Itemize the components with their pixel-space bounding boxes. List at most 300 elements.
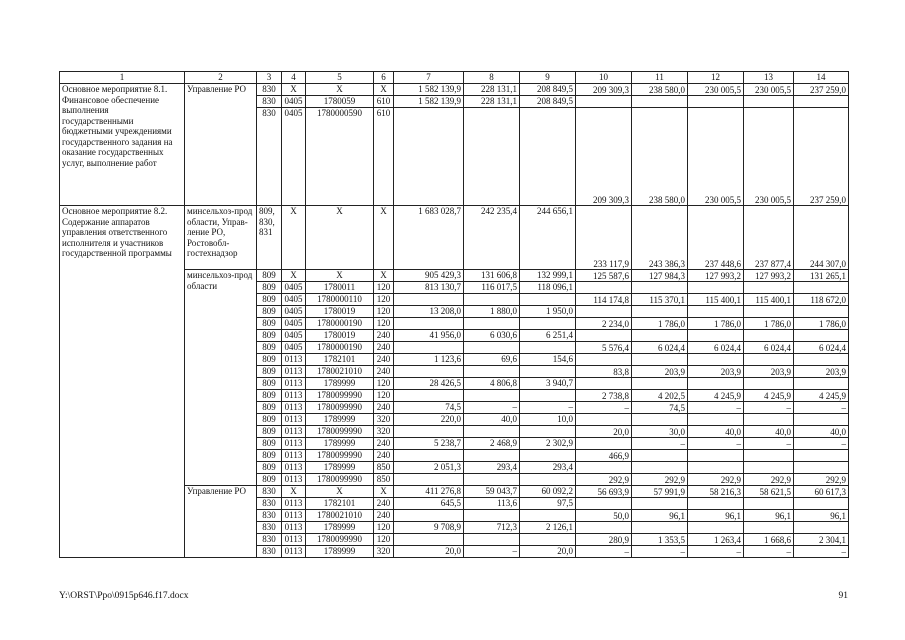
table-cell: 115 370,1 [632, 294, 688, 306]
table-cell: 0113 [282, 390, 306, 402]
table-cell: 40,0 [688, 426, 744, 438]
header-cell: 8 [464, 72, 520, 84]
table-cell: 1 786,0 [688, 318, 744, 330]
table-cell [744, 498, 794, 510]
table-cell [576, 498, 632, 510]
table-cell: 1780099990 [306, 474, 374, 486]
table-cell [520, 390, 576, 402]
measure-name-cell: Основное мероприятие 8.2. Содержание аппаратов управления ответственного исполнителя и участников государственной программы [60, 206, 185, 558]
table-cell: 237 448,6 [688, 206, 744, 270]
table-cell: 58 621,5 [744, 486, 794, 498]
table-cell: 96,1 [688, 510, 744, 522]
table-cell: 809 [257, 270, 282, 282]
table-cell: 230 005,5 [744, 108, 794, 206]
table-cell [576, 414, 632, 426]
table-cell: 830 [257, 108, 282, 206]
table-cell [632, 378, 688, 390]
table-cell: 4 245,9 [688, 390, 744, 402]
table-cell [688, 522, 744, 534]
table-cell: 1789999 [306, 462, 374, 474]
header-cell: 12 [688, 72, 744, 84]
table-cell: 0113 [282, 378, 306, 390]
table-cell: 74,5 [394, 402, 464, 414]
table-cell: 830 [257, 96, 282, 108]
table-cell: 120 [374, 294, 394, 306]
table-cell: 58 216,3 [688, 486, 744, 498]
table-cell: 830 [257, 534, 282, 546]
table-cell: 20,0 [576, 426, 632, 438]
table-cell: 1780000590 [306, 108, 374, 206]
table-cell [520, 510, 576, 522]
table-cell: 230 005,5 [688, 84, 744, 96]
table-cell: 809 [257, 342, 282, 354]
executor-cell: Управление РО [185, 486, 257, 558]
table-cell [520, 342, 576, 354]
table-cell [464, 474, 520, 486]
table-cell [744, 354, 794, 366]
table-cell: 74,5 [632, 402, 688, 414]
table-cell [744, 450, 794, 462]
table-cell: 230 005,5 [688, 108, 744, 206]
header-cell: 11 [632, 72, 688, 84]
footer-file-path: Y:\ORST\Ppo\0915p646.f17.docx [59, 591, 189, 601]
table-row [60, 84, 849, 96]
table-cell: 0113 [282, 546, 306, 558]
measure-name-cell: Основное мероприятие 8.1. Финансовое обеспечение выполнения государственными бюджетными учреждениями государственного задания на оказание государственных услуг, выполнение работ [60, 84, 185, 206]
table-cell: 293,4 [520, 462, 576, 474]
table-cell: Х [374, 270, 394, 282]
table-cell: 830 [257, 510, 282, 522]
table-cell: 115 400,1 [688, 294, 744, 306]
table-cell: 0113 [282, 426, 306, 438]
table-cell [744, 462, 794, 474]
budget-table [59, 71, 849, 558]
table-cell: 1780021010 [306, 366, 374, 378]
table-cell: 20,0 [520, 546, 576, 558]
table-cell [688, 306, 744, 318]
table-cell: 5 576,4 [576, 342, 632, 354]
table-cell: 0405 [282, 330, 306, 342]
table-cell: 209 309,3 [576, 108, 632, 206]
table-cell: 5 238,7 [394, 438, 464, 450]
table-cell [632, 306, 688, 318]
table-cell: 320 [374, 414, 394, 426]
table-cell: 1780059 [306, 96, 374, 108]
table-cell: 209 309,3 [576, 84, 632, 96]
table-cell [632, 96, 688, 108]
table-cell: 238 580,0 [632, 108, 688, 206]
table-cell: 60 617,3 [794, 486, 849, 498]
table-cell: 131 606,8 [464, 270, 520, 282]
table-cell [464, 510, 520, 522]
table-body [60, 72, 849, 558]
table-cell [794, 462, 849, 474]
table-cell: 13 208,0 [394, 306, 464, 318]
table-cell: 240 [374, 450, 394, 462]
table-cell [464, 318, 520, 330]
table-cell: 125 587,6 [576, 270, 632, 282]
table-cell: 240 [374, 510, 394, 522]
table-cell: 1780000110 [306, 294, 374, 306]
table-cell [394, 108, 464, 206]
table-cell: 809, 830, 831 [257, 206, 282, 270]
table-cell: 120 [374, 522, 394, 534]
table-cell: – [632, 438, 688, 450]
table-cell: 1780021010 [306, 510, 374, 522]
table-cell [576, 378, 632, 390]
table-cell: – [464, 546, 520, 558]
table-cell: 40,0 [744, 426, 794, 438]
table-cell: 6 024,4 [794, 342, 849, 354]
table-cell: 280,9 [576, 534, 632, 546]
table-cell: – [632, 546, 688, 558]
table-cell: 1 786,0 [794, 318, 849, 330]
table-cell [464, 390, 520, 402]
table-cell: 1 263,4 [688, 534, 744, 546]
table-cell: 0113 [282, 498, 306, 510]
table-cell: 10,0 [520, 414, 576, 426]
table-cell: 120 [374, 306, 394, 318]
table-cell: 2 051,3 [394, 462, 464, 474]
table-cell: – [794, 546, 849, 558]
table-cell: – [744, 438, 794, 450]
table-cell: 411 276,8 [394, 486, 464, 498]
table-cell [688, 330, 744, 342]
table-cell: 115 400,1 [744, 294, 794, 306]
table-cell [520, 450, 576, 462]
table-cell: 4 245,9 [744, 390, 794, 402]
table-cell: 809 [257, 414, 282, 426]
table-cell: – [744, 402, 794, 414]
table-cell: 97,5 [520, 498, 576, 510]
table-cell: 830 [257, 546, 282, 558]
table-cell: 1782101 [306, 354, 374, 366]
header-cell: 7 [394, 72, 464, 84]
table-cell: – [744, 546, 794, 558]
table-cell [520, 108, 576, 206]
table-cell: 0405 [282, 108, 306, 206]
table-cell: 96,1 [744, 510, 794, 522]
table-cell: – [576, 546, 632, 558]
table-cell: 9 708,9 [394, 522, 464, 534]
table-cell: Х [306, 84, 374, 96]
table-cell: – [794, 402, 849, 414]
table-cell: 809 [257, 378, 282, 390]
table-cell [576, 330, 632, 342]
table-cell: 0113 [282, 402, 306, 414]
table-cell [688, 282, 744, 294]
table-cell: 2 126,1 [520, 522, 576, 534]
table-cell: 1780099990 [306, 402, 374, 414]
table-cell: – [520, 402, 576, 414]
table-cell [520, 366, 576, 378]
table-cell: 1 683 028,7 [394, 206, 464, 270]
table-cell [794, 96, 849, 108]
table-cell: Х [282, 486, 306, 498]
table-cell: Х [374, 206, 394, 270]
table-cell: 1789999 [306, 546, 374, 558]
table-cell [794, 414, 849, 426]
table-cell: 6 030,6 [464, 330, 520, 342]
table-cell: 905 429,3 [394, 270, 464, 282]
table-cell: 120 [374, 534, 394, 546]
table-cell: 320 [374, 426, 394, 438]
table-cell [394, 390, 464, 402]
table-cell: 240 [374, 366, 394, 378]
table-cell: 238 580,0 [632, 84, 688, 96]
table-cell: 118 672,0 [794, 294, 849, 306]
table-cell: 809 [257, 438, 282, 450]
table-cell: 1 880,0 [464, 306, 520, 318]
table-cell: – [576, 402, 632, 414]
table-cell: 237 259,0 [794, 108, 849, 206]
table-cell [394, 366, 464, 378]
table-cell: 208 849,5 [520, 84, 576, 96]
table-cell: 242 235,4 [464, 206, 520, 270]
table-cell: 237 877,4 [744, 206, 794, 270]
table-cell: 1 582 139,9 [394, 96, 464, 108]
table-cell: 809 [257, 474, 282, 486]
table-cell: – [688, 402, 744, 414]
table-cell: 41 956,0 [394, 330, 464, 342]
table-cell: 0405 [282, 294, 306, 306]
table-cell: 56 693,9 [576, 486, 632, 498]
table-cell [632, 462, 688, 474]
table-cell: 0113 [282, 450, 306, 462]
table-cell: 6 024,4 [632, 342, 688, 354]
table-cell: 240 [374, 330, 394, 342]
table-cell [576, 438, 632, 450]
table-cell: 1789999 [306, 378, 374, 390]
table-cell [464, 294, 520, 306]
table-cell [744, 330, 794, 342]
table-cell: 292,9 [576, 474, 632, 486]
table-cell: 0405 [282, 342, 306, 354]
table-cell: 1789999 [306, 438, 374, 450]
table-cell: – [464, 402, 520, 414]
table-cell: 113,6 [464, 498, 520, 510]
table-cell: 1 786,0 [744, 318, 794, 330]
table-cell: 809 [257, 354, 282, 366]
table-cell: 1 123,6 [394, 354, 464, 366]
table-cell: 0405 [282, 306, 306, 318]
table-cell: 230 005,5 [744, 84, 794, 96]
table-cell: Х [306, 486, 374, 498]
table-cell: 1780011 [306, 282, 374, 294]
table-cell [394, 426, 464, 438]
table-cell [794, 498, 849, 510]
table-cell [688, 354, 744, 366]
table-cell: 120 [374, 378, 394, 390]
table-cell: 830 [257, 522, 282, 534]
table-cell: 0113 [282, 474, 306, 486]
table-cell [632, 330, 688, 342]
table-cell: 292,9 [688, 474, 744, 486]
table-cell: 228 131,1 [464, 96, 520, 108]
table-cell: 813 130,7 [394, 282, 464, 294]
table-cell [576, 96, 632, 108]
table-cell [464, 426, 520, 438]
table-cell [394, 342, 464, 354]
table-cell: 850 [374, 462, 394, 474]
table-cell: 114 174,8 [576, 294, 632, 306]
table-cell: 0113 [282, 438, 306, 450]
table-cell: 809 [257, 462, 282, 474]
table-cell: 2 302,9 [520, 438, 576, 450]
table-cell: 2 738,8 [576, 390, 632, 402]
table-cell: 809 [257, 306, 282, 318]
table-cell [794, 306, 849, 318]
table-cell: 809 [257, 294, 282, 306]
table-cell: 131 265,1 [794, 270, 849, 282]
table-cell [794, 282, 849, 294]
table-cell: 830 [257, 84, 282, 96]
table-cell: 1780019 [306, 306, 374, 318]
table-cell: 60 092,2 [520, 486, 576, 498]
table-row [60, 206, 849, 270]
header-cell: 10 [576, 72, 632, 84]
table-header-row [60, 72, 849, 84]
table-cell: 0113 [282, 522, 306, 534]
table-cell: 712,3 [464, 522, 520, 534]
header-cell: 1 [60, 72, 185, 84]
table-cell: 0113 [282, 510, 306, 522]
table-cell: 4 245,9 [794, 390, 849, 402]
table-cell: 40,0 [794, 426, 849, 438]
table-cell: 240 [374, 402, 394, 414]
table-cell [688, 414, 744, 426]
table-cell: 830 [257, 486, 282, 498]
header-cell: 14 [794, 72, 849, 84]
table-cell [632, 414, 688, 426]
table-cell: 1 668,6 [744, 534, 794, 546]
table-cell [688, 498, 744, 510]
header-cell: 4 [282, 72, 306, 84]
table-cell [520, 426, 576, 438]
table-cell: 0113 [282, 366, 306, 378]
table-cell [520, 534, 576, 546]
table-cell: 2 304,1 [794, 534, 849, 546]
header-cell: 5 [306, 72, 374, 84]
table-cell [576, 282, 632, 294]
table-cell [464, 342, 520, 354]
table-cell [576, 354, 632, 366]
table-cell: Х [282, 270, 306, 282]
table-cell [520, 294, 576, 306]
table-cell [688, 450, 744, 462]
table-cell: 610 [374, 96, 394, 108]
table-cell: 809 [257, 390, 282, 402]
table-cell: 1 353,5 [632, 534, 688, 546]
table-cell: 96,1 [632, 510, 688, 522]
table-cell: Х [282, 84, 306, 96]
table-cell: 1780000190 [306, 342, 374, 354]
table-cell: 0113 [282, 462, 306, 474]
table-cell [520, 474, 576, 486]
table-cell [520, 318, 576, 330]
table-cell [632, 498, 688, 510]
table-cell: 240 [374, 498, 394, 510]
table-cell: 0405 [282, 96, 306, 108]
table-cell: 59 043,7 [464, 486, 520, 498]
table-cell: 6 024,4 [688, 342, 744, 354]
table-cell [576, 306, 632, 318]
table-cell: 1 786,0 [632, 318, 688, 330]
table-cell [744, 378, 794, 390]
table-cell [744, 306, 794, 318]
table-cell: 1780099990 [306, 450, 374, 462]
table-cell: 120 [374, 318, 394, 330]
table-cell: 83,8 [576, 366, 632, 378]
header-cell: 13 [744, 72, 794, 84]
table-cell: 809 [257, 402, 282, 414]
table-cell: 120 [374, 390, 394, 402]
table-cell: 4 806,8 [464, 378, 520, 390]
table-cell [576, 462, 632, 474]
table-cell: 320 [374, 546, 394, 558]
table-cell: 1 950,0 [520, 306, 576, 318]
header-cell: 3 [257, 72, 282, 84]
table-cell: 809 [257, 318, 282, 330]
table-cell: 1780099990 [306, 390, 374, 402]
executor-cell: минсельхоз-прод области, Управление РО, Ростовобл-гостехнадзор [185, 206, 257, 270]
table-cell: 0405 [282, 318, 306, 330]
executor-cell: Управление РО [185, 84, 257, 206]
table-cell: 809 [257, 366, 282, 378]
table-cell: 28 426,5 [394, 378, 464, 390]
table-cell: 220,0 [394, 414, 464, 426]
table-cell: 127 993,2 [688, 270, 744, 282]
table-cell: 20,0 [394, 546, 464, 558]
table-cell: 203,9 [794, 366, 849, 378]
table-cell: Х [306, 206, 374, 270]
table-cell: 6 024,4 [744, 342, 794, 354]
table-cell [394, 318, 464, 330]
table-cell: 292,9 [744, 474, 794, 486]
table-cell [394, 474, 464, 486]
table-cell: 809 [257, 282, 282, 294]
table-cell [576, 522, 632, 534]
table-cell: 208 849,5 [520, 96, 576, 108]
table-cell: 203,9 [744, 366, 794, 378]
table-cell [794, 354, 849, 366]
table-cell: 127 984,3 [632, 270, 688, 282]
table-cell: 830 [257, 498, 282, 510]
table-cell: Х [374, 84, 394, 96]
table-cell [744, 522, 794, 534]
table-cell: 40,0 [464, 414, 520, 426]
table-cell [632, 354, 688, 366]
table-cell: 57 991,9 [632, 486, 688, 498]
table-cell: 244 656,1 [520, 206, 576, 270]
table-cell: 203,9 [688, 366, 744, 378]
table-cell: 1 582 139,9 [394, 84, 464, 96]
table-cell [464, 366, 520, 378]
table-cell [464, 534, 520, 546]
table-cell: 1780019 [306, 330, 374, 342]
table-cell: 154,6 [520, 354, 576, 366]
table-cell: 96,1 [794, 510, 849, 522]
table-cell: 120 [374, 282, 394, 294]
table-cell: 69,6 [464, 354, 520, 366]
table-cell: 809 [257, 426, 282, 438]
table-cell [794, 522, 849, 534]
table-cell [688, 378, 744, 390]
table-cell: 228 131,1 [464, 84, 520, 96]
table-cell [394, 450, 464, 462]
table-cell: 1782101 [306, 498, 374, 510]
table-cell: Х [306, 270, 374, 282]
